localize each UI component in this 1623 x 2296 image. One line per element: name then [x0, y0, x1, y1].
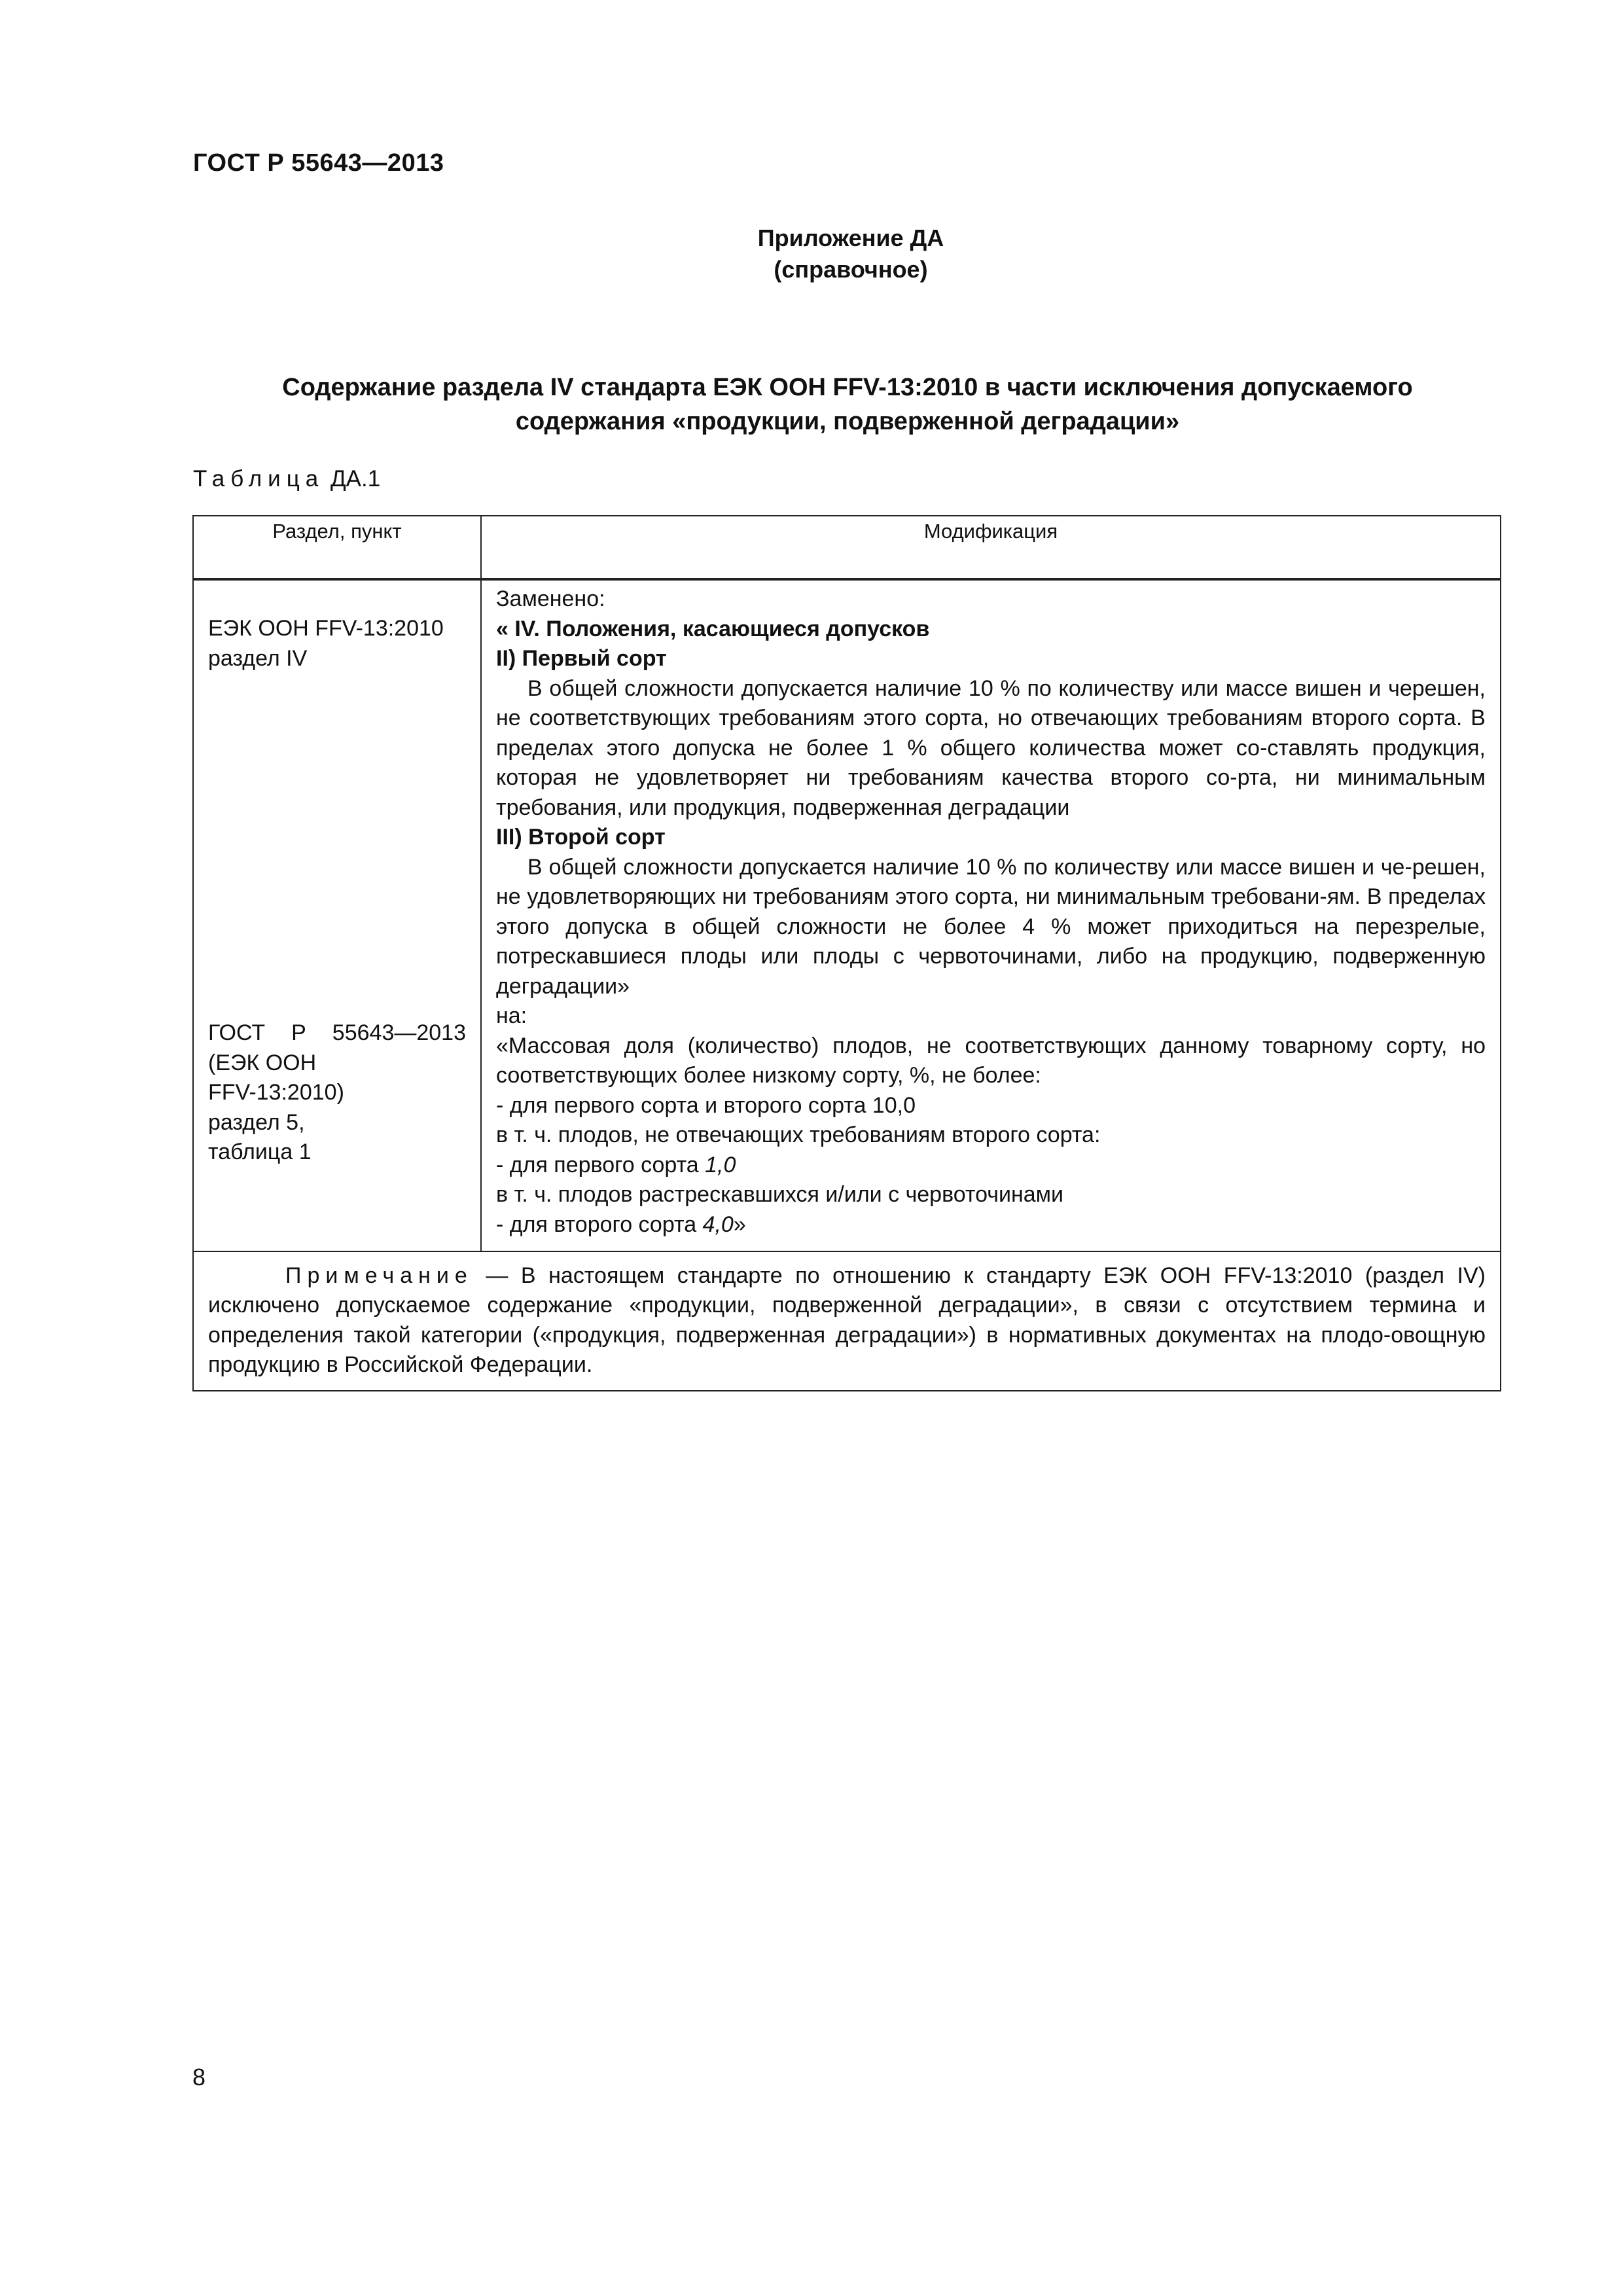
list-line-4: в т. ч. плодов растрескавшихся и/или с червоточинами [496, 1182, 1064, 1207]
table-label-number: ДА.1 [330, 466, 381, 492]
second-grade-text: В общей сложности допускается наличие 10 % по количеству или массе вишен и че-решен, не удовлетворяющих ни требованиям этого сорта, ни минимальным требовани-ям. В пределах этого допуска в общей сложности не более 4 % может приходиться на перезрелые, потрескавшиеся плоды или плоды с червоточинами, либо на продукцию, подверженную деградации» [496, 854, 1486, 999]
ref1-line-1: ЕЭК ООН FFV-13:2010 [208, 616, 444, 641]
ref2-line-4: раздел 5, [208, 1109, 305, 1135]
new-text: «Массовая доля (количество) плодов, не соответствующих данному товарному сорту, но соответствующих более низкому сорту, %, не более: [496, 1033, 1486, 1088]
list-line-2: в т. ч. плодов, не отвечающих требованиям второго сорта: [496, 1122, 1101, 1147]
note-cell [193, 1251, 1501, 1391]
list-line-1: - для первого сорта и второго сорта 10,0 [496, 1092, 916, 1118]
section-title-line-1: Содержание раздела IV стандарта ЕЭК ООН FFV-13:2010 в части исключения допускаемого [282, 374, 1413, 401]
note-text: — В настоящем стандарте по отношению к стандарту ЕЭК ООН FFV-13:2010 (раздел IV) исключено допускаемое содержание «продукции, подверженной деградации», в связи с отсутствием термина и определения такой категории («продукция, подверженная деградации») в нормативных документах на плодо-овощную продукцию в Российской Федерации. [208, 1263, 1486, 1378]
modification-cell [481, 580, 1501, 1251]
section-iv-heading: « IV. Положения, касающиеся допусков [496, 616, 930, 641]
ref2-line-1: ГОСТ Р 55643—2013 [208, 1020, 466, 1045]
list-line-5: - для второго сорта 4,0» [496, 1211, 746, 1237]
table-header-row [193, 516, 1501, 579]
header-modification: Модификация [481, 516, 1501, 579]
page-number: 8 [192, 2064, 206, 2090]
ref2-line-2: (ЕЭК ООН [208, 1050, 317, 1075]
first-grade-text: В общей сложности допускается наличие 10 % по количеству или массе вишен и черешен, не соответствующих требованиям этого сорта, но отвечающих требованиям второго сорта. В пределах этого допуска не более 1 % общего количества может со-ставлять продукция, которая не удовлетворяет ни требованиям качества второго со-рта, ни минимальным требования, или продукция, подверженная деградации [496, 675, 1486, 820]
appendix-type: (справочное) [774, 256, 928, 283]
section-reference-cell [193, 580, 481, 1251]
ref1-line-2: раздел IV [208, 645, 308, 671]
list-line-3: - для первого сорта 1,0 [496, 1152, 736, 1177]
appendix-title: Приложение ДА [757, 224, 944, 251]
comparison-table [192, 515, 1501, 1391]
section-title [190, 370, 1505, 439]
second-grade-heading: III) Второй сорт [496, 825, 666, 850]
first-grade-heading: II) Первый сорт [496, 646, 667, 671]
table-label [193, 466, 380, 492]
note-label: Примечание [285, 1263, 473, 1288]
table-body-row [193, 580, 1501, 1251]
header-section: Раздел, пункт [193, 516, 481, 579]
table-note-row [193, 1251, 1501, 1391]
ref2-line-3: FFV-13:2010) [208, 1080, 344, 1105]
value-second-grade: 4,0 [702, 1211, 734, 1237]
on-label: на: [496, 1003, 527, 1028]
appendix-heading [0, 223, 1623, 285]
document-id: ГОСТ Р 55643—2013 [193, 149, 444, 177]
section-title-line-2: содержания «продукции, подверженной деградации» [515, 408, 1180, 435]
ref2-line-5: таблица 1 [208, 1139, 312, 1164]
value-first-grade: 1,0 [705, 1152, 736, 1177]
table-label-word: Таблица [193, 466, 325, 492]
replaced-label: Заменено: [496, 586, 605, 611]
